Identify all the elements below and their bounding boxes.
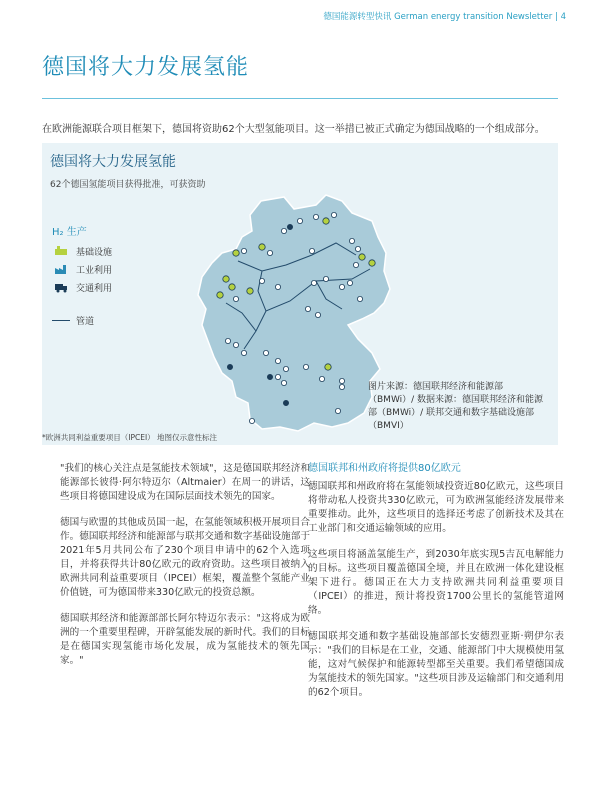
figure-note: *欧洲共同利益重要项目（IPCEI） 地图仅示意性标注 [42,433,218,442]
project-marker [241,248,246,253]
map-source: 图片来源：德国联邦经济和能源部（BMWi）/ 数据来源：德国联邦经济和能源部（BMWi）/ 联邦交通和数字基础设施部（BMVI） [368,382,544,431]
body-paragraph: 德国联邦交通和数字基础设施部部长安德烈亚斯·朔伊尔表示："我们的目标是在工业，交通、能源部门中大规模使用氢能，这对气候保护和能源转型都至关重要。我们希望德国成为氢能技术的领先国家。"这些项目涉及运输部门和交通利用的62个项目。 [308,631,564,698]
factory-icon [52,263,70,275]
project-marker [309,248,314,253]
intro-paragraph: 在欧洲能源联合项目框架下，德国将资助62个大型氢能项目。这一举措已被正式确定为德国战略的一个组成部分。 [42,124,545,135]
right-column [308,462,564,712]
project-marker [227,364,232,369]
figure-subtitle: 62个德国氢能项目获得批准，可获资助 [50,180,206,190]
project-marker [281,228,286,233]
page-title: 德国将大力发展氢能 [42,55,250,80]
project-marker [319,376,324,381]
project-marker [283,400,288,405]
project-marker [339,384,344,389]
project-marker [249,418,254,423]
project-marker [287,224,292,229]
project-marker [339,284,344,289]
project-marker [357,296,362,301]
body-paragraph: "我们的核心关注点是氢能技术领域"，这是德国联邦经济和能源部长彼得·阿尔特迈尔（Altmaier）在周一的讲话，这些项目将德国建设成为在国际层面技术领先的国家。 [60,463,310,502]
project-marker [311,280,316,285]
project-marker [323,218,329,224]
page-number: 4 [560,12,566,22]
figure-title: 德国将大力发展氢能 [50,154,176,170]
pipeline-icon [52,245,70,257]
project-marker [275,374,280,379]
project-marker [335,408,340,413]
body-paragraph: 德国联邦经济和能源部部长阿尔特迈尔表示："这将成为欧洲的一个重要里程碑，开辟氢能发展的新时代。我们的目标是在德国实现氢能市场化发展，成为氢能技术的领先国家。" [60,613,310,666]
project-marker [233,296,238,301]
truck-icon [52,281,70,293]
legend-label: 管道 [76,317,95,327]
project-marker [369,260,375,266]
project-marker [217,292,223,298]
project-marker [303,364,308,369]
project-marker [323,276,328,281]
hydrogen-map-figure [42,143,558,445]
project-marker [283,366,288,371]
body-paragraph: 这些项目将涵盖氢能生产，到2030年底实现5吉瓦电解能力的目标。这些项目覆盖德国全境，并且在欧洲一体化建设框架下进行。德国正在大力支持欧洲共同利益重要项目（IPCEI）的推进，预计将投资1700公里长的氢能管道网络。 [308,549,564,616]
project-marker [233,250,239,256]
body-paragraph: 德国与欧盟的其他成员国一起，在氢能领域积极开展项目合作。德国联邦经济和能源部与联邦交通和数字基础设施部于2021年5月共同公布了230个项目申请中的62个入选项目，并将获得共计80亿欧元的政府资助。这些项目被纳入欧洲共同利益重要项目（IPCEI）框架，覆盖整个氢能产业价值链，可为德国带来330亿欧元的投资总额。 [60,517,310,598]
project-marker [281,380,286,385]
project-marker [305,306,310,311]
project-marker [325,364,331,370]
left-column [60,462,310,680]
legend-label: 工业利用 [76,265,113,276]
project-marker [359,254,365,260]
project-marker [353,262,358,267]
project-marker [349,238,354,243]
project-marker [225,338,230,343]
project-marker [355,246,360,251]
project-marker [267,374,272,379]
project-marker [339,378,344,383]
project-marker [259,244,265,250]
project-marker [223,276,229,282]
title-divider [42,98,558,99]
project-marker [229,284,235,290]
publication-name: 德国能源转型快讯 German energy transition Newsletter [323,12,553,22]
pipeline-line-icon [52,320,70,322]
project-marker [275,358,280,363]
page-header: 德国能源转型快讯 German energy transition Newsletter | 4 [323,12,566,22]
legend-label: 基础设施 [76,247,113,258]
project-marker [315,312,320,317]
germany-shape [198,195,390,431]
project-marker [331,212,336,217]
project-marker [267,250,272,255]
project-marker [347,280,352,285]
legend-label: 交通利用 [76,283,113,294]
project-marker [247,288,253,294]
project-marker [297,218,302,223]
project-marker [259,278,264,283]
project-marker [241,350,246,355]
project-marker [233,342,238,347]
project-marker [275,284,280,289]
legend-title: H₂ 生产 [52,227,87,238]
project-marker [263,350,268,355]
section-heading: 德国联邦和州政府将提供80亿欧元 [308,463,461,474]
body-paragraph: 德国联邦和州政府将在氢能领域投资近80亿欧元，这些项目将带动私人投资共330亿欧元，可为欧洲氢能经济发展带来重要推动。此外，这些项目的选择还考虑了创新技术及其在工业部门和交通运输领域的应用。 [308,481,564,534]
project-marker [313,214,318,219]
